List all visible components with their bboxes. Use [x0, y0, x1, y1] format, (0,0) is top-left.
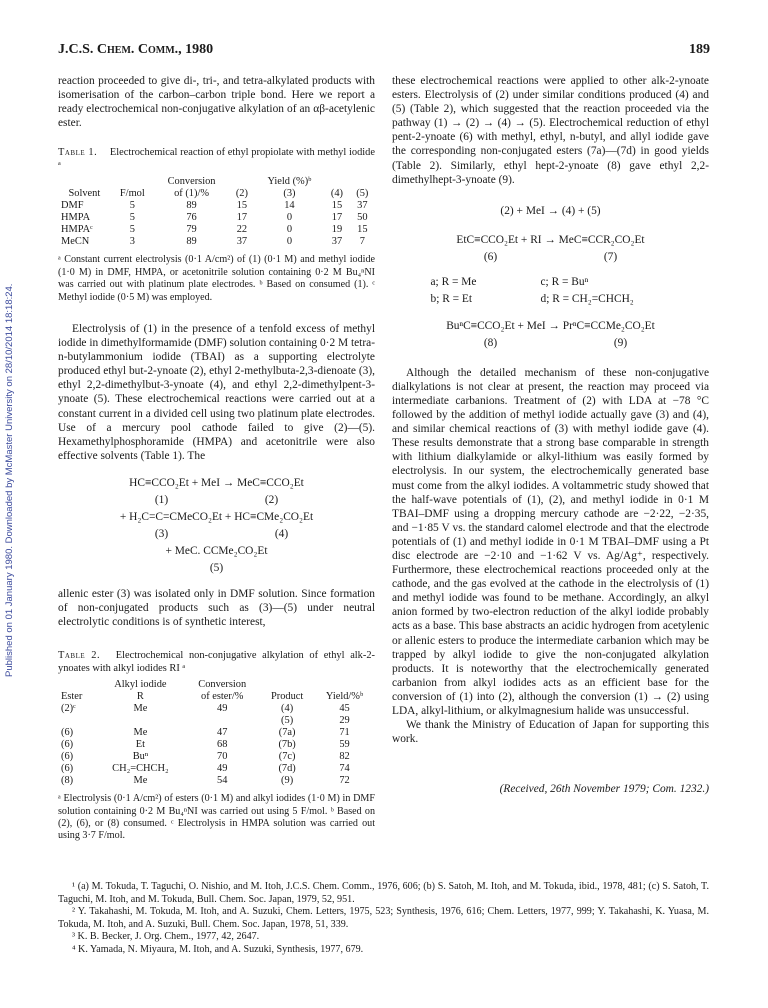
table-cell: 50 — [357, 212, 368, 224]
table2-header-row-1 — [58, 679, 375, 691]
paragraph-mechanism: Although the detailed mechanism of these non-conjugative dialkylations is not clear at present, the reaction may proceed via intermediate carbanions. Treatment of (2) with LDA at −78 °C followed by the addition of methyl iodide actually gave (3) and (4), and similar chemical reactions of (3) with methyl iodide gave (4). These results demonstrate that a strong base comparable in strength with lithium dialkylamide or alkyl-lithium was easily formed by electrolysis. In our system, the electrochemically generated base must come from the alkyl iodides. A voltammetric study showed that the half-wave potentials of (1), (2), and methyl iodide in 0·1 M TBAI–DMF using a dropping mercury cathode are −2·22, −2·35, and −1·85 V vs. the standard calomel electrode and that the electrode potentials of (1) and methyl iodide in 0·1 M TBAI–DMF using a Pt disc electrode are −2·10 and −1·62 V vs. Ag/Ag⁺, respectively. Furthermore, these electrochemical reactions proceeded only at the cathode, and the gas evolved at the cathode in the electrolysis of (1) and methyl iodide was found to be methane. Accordingly, an alkyl anion formed by two-electron reduction of the alkyl iodide probably acts as a base. This base abstracts an acidic hydrogen from acetylenic or allenic esters to produce the intermediate carbanion which may be trapped by alkyl iodide to give the non-conjugated alkylation products. It is noteworthy that the electrochemically generated carbanion from alkyl iodides acts as an efficient base for the conversion of (1) into (2), although the conversion (1) → (2) using LDA, alkyl-lithium, or alkylmagnesium halide was unsuccessful. — [392, 366, 709, 717]
table-cell — [96, 715, 184, 727]
table-row — [58, 739, 375, 751]
table-cell: 14 — [284, 200, 295, 212]
reaction-scheme-2 — [392, 203, 709, 352]
table-cell: 5 — [129, 212, 135, 224]
table-cell: (7d) — [278, 763, 296, 775]
table-row — [58, 224, 375, 236]
table-cell: HMPA — [61, 212, 91, 224]
references — [58, 881, 709, 957]
table-cell: 76 — [186, 212, 197, 224]
table-cell: CH₂=CHCH₂ — [112, 763, 169, 775]
table-cell: Me — [133, 775, 148, 787]
compound-label: (7) — [603, 250, 618, 263]
table-cell: 89 — [186, 200, 197, 212]
table-cell: (5) — [281, 715, 294, 727]
paragraph-electrolysis: Electrolysis of (1) in the presence of a tenfold excess of methyl iodide in dimethylformamide (DMF) solution containing 0·2 M tetra-n-butylammonium iodide (TBAI) as a supporting electrolyte produced ethyl but-2-ynoate (2), ethyl 2-methylbuta-2,3-dienoate (3), ethyl 2,2-dimethylbut-3-ynoate (4), and ethyl 2,2-dimethylpent-3-ynoate (5). These electrochemical reactions were carried out at a constant current in a divided cell using two platinum plate electrodes. Use of a mercury pool cathode failed to give (2)—(5). Hexamethylphosphoramide (HMPA) and acetonitrile were also effective solvents (Table 1). The — [58, 323, 375, 462]
table-cell: (7b) — [278, 739, 296, 751]
compound-label: (1) — [154, 493, 169, 506]
paragraph-acknowledgement: We thank the Ministry of Education of Japan for supporting this work. — [392, 719, 709, 746]
table-row — [58, 715, 375, 727]
table-cell: 37 — [236, 236, 248, 248]
compound-label: (2) — [264, 493, 279, 506]
compound-label: (4) — [274, 527, 289, 540]
table-cell: DMF — [61, 200, 84, 212]
table-cell: (6) — [61, 751, 74, 763]
table-cell: 15 — [236, 200, 248, 212]
table-cell: 72 — [339, 775, 350, 787]
table-cell: 71 — [339, 727, 350, 739]
table-cell — [58, 715, 96, 727]
table-cell: (7a) — [278, 727, 296, 739]
table1-h2-3: (2) — [235, 188, 248, 200]
table1-h2-0: Solvent — [68, 188, 101, 200]
received-date: (Received, 26th November 1979; Com. 1232.) — [499, 783, 709, 796]
table-row — [58, 763, 375, 775]
table-cell: 37 — [357, 200, 368, 212]
table1-h1-6 — [350, 176, 375, 188]
table1-h1-3 — [229, 176, 254, 188]
table-row — [58, 727, 375, 739]
table-cell: (6) — [61, 763, 74, 775]
table-cell: 0 — [286, 224, 293, 236]
table-cell: 37 — [331, 236, 343, 248]
table-cell: 29 — [339, 715, 350, 727]
table2-h1-2: Conversion — [198, 679, 247, 691]
table2-label: Table 2. — [58, 650, 101, 662]
table-cell: 68 — [217, 739, 228, 751]
table1-h1-1 — [111, 176, 154, 188]
paragraph-applied: these electrochemical reactions were applied to other alk-2-ynoate esters. Electrolysis of (2) under similar conditions produced (4) and (5) (Table 2), which suggested that the reaction proceeded via the pathway (1) → (2) → (4) → (5). Electrochemical reduction of ethyl pent-2-ynoate (6) with methyl, ethyl, n-butyl, and allyl iodide gave the corresponding non-conjugated esters (7a)—(7d) in good yields (Table 2). Similarly, ethyl hept-2-ynoate (8) gave ethyl 2,2-dimethylhept-3-ynoate (9). — [392, 75, 709, 186]
substituent-d: d; R = CH₂=CHCH₂ — [540, 292, 634, 305]
table2-h1-1: Alkyl iodide — [114, 679, 167, 691]
scheme1-line-1: HC≡CCO₂Et + MeI → MeC≡CCO₂Et — [129, 476, 304, 489]
reference-1: ¹ (a) M. Tokuda, T. Taguchi, O. Nishio, and M. Itoh, J.C.S. Chem. Comm., 1976, 606; (b) S. Satoh, M. Itoh, and M. Tokuda, ibid., 1978, 481; (c) S. Satoh, T. Taguchi, M. Itoh, and M. Tokuda, Bull. Chem. Soc. Japan, 1979, 52, 951. — [58, 881, 709, 905]
scheme2-eq-1: (2) + MeI → (4) + (5) — [500, 204, 601, 217]
table-cell: (2)ᶜ — [61, 703, 76, 715]
table-row — [58, 236, 375, 248]
table2-footnote: ᵃ Electrolysis (0·1 A/cm²) of esters (0·1 M) and alkyl iodides (1·0 M) in DMF solution containing 0·2 M Bu₄ⁿNI was carried out using 5 F/mol. ᵇ Based on (2), (6), or (8) consumed. ᶜ Electrolysis in HMPA solution was carried out using 3·7 F/mol. — [58, 793, 375, 842]
table-cell: 17 — [331, 212, 343, 224]
download-watermark: Published on 01 January 1980. Downloaded by McMaster University on 28/10/2014 18:18:24. — [4, 283, 15, 677]
table2 — [58, 679, 375, 787]
table1-title: Electrochemical reaction of ethyl propiolate with methyl iodide ᵃ — [58, 147, 375, 172]
paragraph-allenic: allenic ester (3) was isolated only in DMF solution. Since formation of non-conjugated products such as (3)—(5) under neutral electrolytic conditions is of synthetic interest, — [58, 587, 375, 629]
table-cell: HMPAᶜ — [61, 224, 93, 236]
scheme2-eq-3: BuⁿC≡CCO₂Et + MeI → PrⁿC≡CCMe₂CO₂Et — [446, 319, 655, 332]
table-cell: 0 — [286, 212, 293, 224]
compound-label: (9) — [613, 336, 628, 349]
table1-header-row-2 — [58, 188, 375, 200]
table2-h2-0: Ester — [61, 691, 83, 703]
table2-h2-3: Product — [270, 691, 304, 703]
table-cell: 70 — [217, 751, 228, 763]
table2-header-row-2 — [58, 691, 375, 703]
table-cell: 82 — [339, 751, 350, 763]
page-header — [58, 42, 710, 62]
table-cell: 15 — [331, 200, 343, 212]
table-cell: 15 — [357, 224, 368, 236]
table-cell: 89 — [186, 236, 197, 248]
table2-caption — [58, 649, 375, 675]
table1-header-row-1 — [58, 176, 375, 188]
table-cell: Buⁿ — [132, 751, 149, 763]
substituent-row-1 — [392, 274, 709, 291]
table2-h1-0 — [58, 679, 96, 691]
table-cell: 47 — [217, 727, 228, 739]
table-cell: 59 — [339, 739, 350, 751]
table-row — [58, 200, 375, 212]
journal-title: J.C.S. Chem. Comm., 1980 — [58, 42, 214, 57]
scheme1-labels-2 — [58, 526, 375, 543]
table-cell: 22 — [236, 224, 248, 236]
table-cell: 7 — [359, 236, 365, 248]
table2-h1-4 — [314, 679, 375, 691]
substituent-a: a; R = Me — [430, 275, 477, 288]
table-row — [58, 703, 375, 715]
table-cell: 19 — [331, 224, 343, 236]
table1-h1-2: Conversion — [167, 176, 216, 188]
table-cell: Me — [133, 727, 148, 739]
paragraph-intro: reaction proceeded to give di-, tri-, and tetra-alkylated products with isomerisation of the carbon–carbon triple bond. Here we report a ready electrochemical non-conjugative alkylation of an αβ-acetylenic ester. — [58, 75, 375, 130]
table1-h2-4: (3) — [283, 188, 296, 200]
table2-h2-2: of ester/% — [201, 691, 244, 703]
table-row — [58, 775, 375, 787]
table1-caption — [58, 146, 375, 172]
table2-h2-4: Yield/%ᵇ — [325, 691, 364, 703]
page-number: 189 — [689, 42, 710, 57]
table-cell: 45 — [339, 703, 350, 715]
substituent-b: b; R = Et — [430, 292, 473, 305]
substituent-c: c; R = Buⁿ — [540, 275, 589, 288]
table-cell: (7c) — [278, 751, 296, 763]
scheme1-line-3: + MeC. CCMe₂CO₂Et — [165, 544, 268, 557]
table1-h2-2: of (1)/% — [174, 188, 210, 200]
table-cell: Et — [135, 739, 145, 751]
table1-h2-1: F/mol — [119, 188, 145, 200]
table-cell: 3 — [129, 236, 135, 248]
table1 — [58, 176, 375, 248]
reference-4: ⁴ K. Yamada, N. Miyaura, M. Itoh, and A. Suzuki, Synthesis, 1977, 679. — [72, 943, 364, 955]
compound-label: (6) — [483, 250, 498, 263]
left-column — [58, 74, 375, 843]
table1-h1-0 — [58, 176, 111, 188]
table-cell: 0 — [286, 236, 293, 248]
scheme2-eq-2: EtC≡CCO₂Et + RI → MeC≡CCR₂CO₂Et — [456, 233, 645, 246]
table1-label: Table 1. — [58, 147, 98, 159]
table2-h2-1: R — [136, 691, 144, 703]
table1-h1-5 — [324, 176, 349, 188]
table-cell: 17 — [236, 212, 248, 224]
table-cell: MeCN — [61, 236, 90, 248]
table1-h2-6: (5) — [356, 188, 369, 200]
table1-h2-5: (4) — [330, 188, 344, 200]
table-cell — [184, 715, 260, 727]
table-cell: (9) — [281, 775, 294, 787]
table-cell: 49 — [217, 703, 228, 715]
reference-2: ² Y. Takahashi, M. Tokuda, M. Itoh, and A. Suzuki, Chem. Letters, 1975, 523; Synthesis, 1976, 616; Chem. Letters, 1977, 999; Y. Takahashi, K. Yuasa, M. Tokuda, M. Itoh, and A. Suzuki, Bull. Chem. Soc. Japan, 1978, 51, 339. — [58, 906, 709, 930]
right-column — [392, 74, 709, 796]
table-cell: (8) — [61, 775, 74, 787]
table-cell: (6) — [61, 739, 74, 751]
table2-h1-3 — [260, 679, 314, 691]
scheme1-labels-1 — [58, 492, 375, 509]
reference-3: ³ K. B. Becker, J. Org. Chem., 1977, 42, 2647. — [72, 931, 260, 943]
table-cell: 5 — [129, 200, 135, 212]
table-row — [58, 751, 375, 763]
table-cell: 54 — [217, 775, 228, 787]
table-cell: Me — [133, 703, 148, 715]
scheme2-labels-3 — [392, 335, 709, 352]
table-cell: (4) — [281, 703, 294, 715]
table-cell: 49 — [217, 763, 228, 775]
table-cell: 5 — [129, 224, 135, 236]
compound-label: (5) — [209, 561, 224, 574]
table-cell: (6) — [61, 727, 74, 739]
table-cell: 74 — [339, 763, 350, 775]
table1-h1-4: Yield (%)ᵇ — [267, 176, 312, 188]
reaction-scheme-1 — [58, 475, 375, 577]
scheme2-labels-2 — [392, 249, 709, 266]
scheme1-line-2: + H₂C=C=CMeCO₂Et + HC≡CMe₂CO₂Et — [119, 510, 314, 523]
table2-title: Electrochemical non-conjugative alkylation of ethyl alk-2-ynoates with alkyl iodides RI ᵃ — [58, 650, 375, 675]
compound-label: (8) — [483, 336, 498, 349]
table-cell: 79 — [186, 224, 197, 236]
substituent-row-2 — [392, 291, 709, 308]
table-row — [58, 212, 375, 224]
table1-footnote: ᵃ Constant current electrolysis (0·1 A/cm²) of (1) (0·1 M) and methyl iodide (1·0 M) in DMF, HMPA, or acetonitrile solution containing 0·2 M Bu₄ⁿNI was carried out with platinum plate electrodes. ᵇ Based on consumed (1). ᶜ Methyl iodide (0·5 M) was employed. — [58, 254, 375, 303]
compound-label: (3) — [154, 527, 169, 540]
